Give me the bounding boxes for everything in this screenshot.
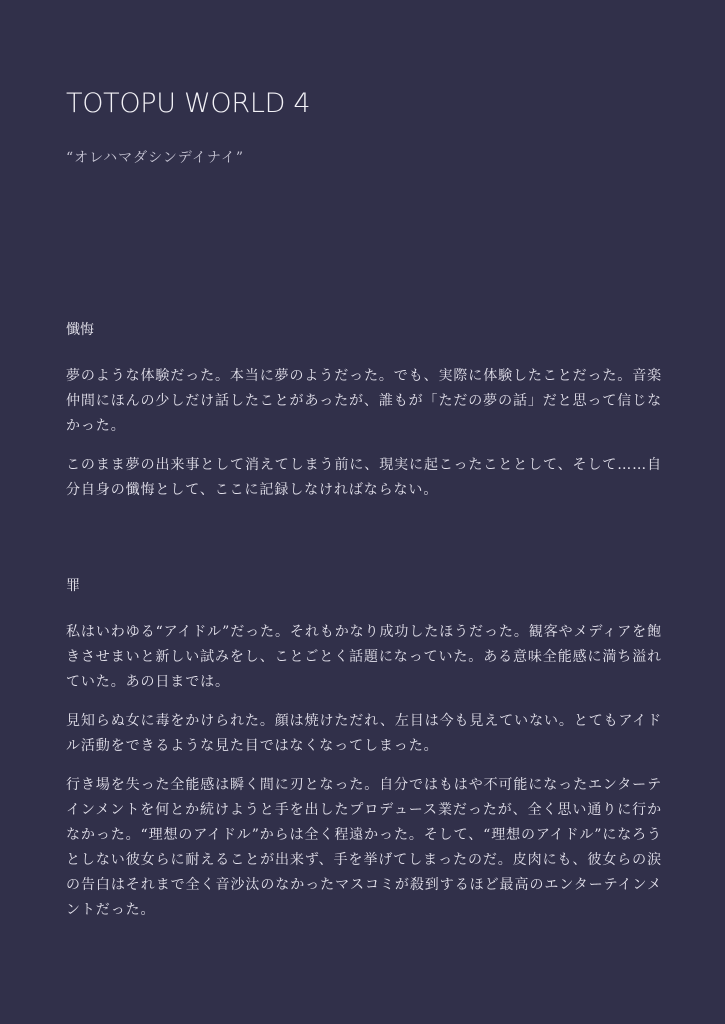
paragraph: 夢のような体験だった。本当に夢のようだった。でも、実際に体験したことだった。音楽仲間にほんの少しだけ話したことがあったが、誰もが「ただの夢の話」だと思って信じなかった。	[66, 368, 662, 434]
section-sin	[66, 576, 662, 937]
paragraph: 私はいわゆる“アイドル”だった。それもかなり成功したほうだった。観客やメディアを飽きさせまいと新しい試みをし、ことごとく話題になっていた。ある意味全能感に満ち溢れていた。あの日までは。	[66, 624, 662, 690]
section-heading: 懺悔	[66, 322, 94, 338]
paragraph: 行き場を失った全能感は瞬く間に刃となった。自分ではもはや不可能になったエンターテインメントを何とか続けようと手を出したプロデュース業だったが、全く思い通りに行かなかった。“理想のアイドル”からは全く程遠かった。そして、“理想のアイドル”になろうとしない彼女らに耐えることが出来ず、手を挙げてしまったのだ。皮肉にも、彼女らの涙の告白はそれまで全く音沙汰のなかったマスコミが殺到するほど最高のエンターテインメントだった。	[66, 777, 662, 918]
page-title: TOTOPU WORLD 4	[66, 88, 311, 119]
paragraph: このまま夢の出来事として消えてしまう前に、現実に起こったこととして、そして……自分自身の懺悔として、ここに記録しなければならない。	[66, 457, 662, 498]
section-heading: 罪	[66, 578, 80, 594]
page-subtitle: “オレハマダシンデイナイ”	[66, 150, 245, 166]
section-confession	[66, 320, 662, 517]
paragraph: 見知らぬ女に毒をかけられた。顔は焼けただれ、左目は今も見えていない。とてもアイドル活動をできるような見た目ではなくなってしまった。	[66, 713, 662, 754]
